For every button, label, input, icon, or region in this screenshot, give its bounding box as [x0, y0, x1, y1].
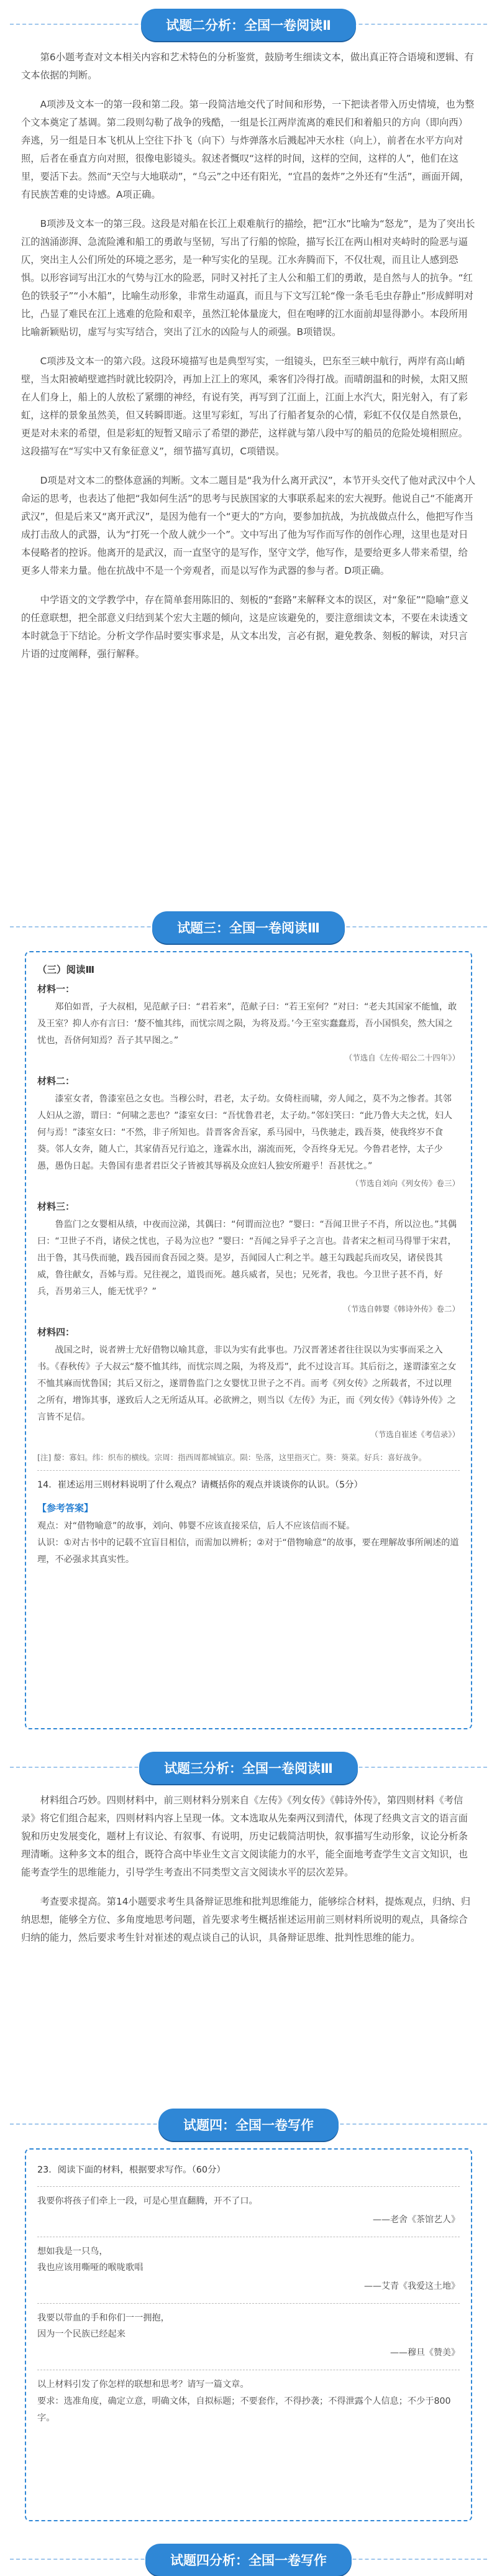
- writing-task: 以上材料引发了你怎样的联想和思考？请写一篇文章。: [37, 2380, 249, 2390]
- material-source: （节选自崔述《考信录》）: [370, 1430, 460, 1439]
- material-text: 郑伯如晋，子大叔相，见范献子曰：“君若来”，范献子曰：“若王室何？”对曰：“老夫其国家不能恤，敢及王室？抑人亦有言曰：‘嫠不恤其纬，而忧宗周之陨，为将及焉。’今王室实蠢蠢焉，吾小国惧矣，然大国之忧也，吾侪何知焉？吾子其早图之。”: [37, 1002, 457, 1046]
- answer-text: 认识：①对古书中的记载不宜盲目相信，而需加以辨析；②对于“借物喻意”的故事，要在理解故事所阐述的道理，不必强求其真实性。: [37, 1538, 459, 1565]
- material-text: 战国之时，说者辨士尤好借物以喻其意，非以为实有此事也。乃汉晋著述者往往误以为实事而采之入书。《春秋传》子大叔云“嫠不恤其纬，而忧宗周之陨，为将及焉”，此不过设言耳。其后衍之，遂谓漆室之女不恤其麻而忧鲁国；其后又衍之，遂谓鲁监门之女婴忧卫世子之不肖。而考《列女传》之所载者，不过以理之所有，增饰其事，遂致后人之无所适从耳。必欲辨之，则当以《左传》为正，而《列女传》《韩诗外传》之言皆不足信。: [37, 1345, 457, 1422]
- divider: [37, 2186, 460, 2187]
- reading-panel: [25, 951, 472, 1729]
- answer-text: 观点：对“借物喻意”的故事，刘向、韩婴不应该直接采信，后人不应该信而不疑。: [37, 1521, 355, 1531]
- quote-line: 我要以带血的手和你们一一拥抱，: [37, 2313, 170, 2323]
- paragraph: 第6小题考查对文本相关内容和艺术特色的分析鉴赏，鼓励考生细读文本，做出真正符合语境和逻辑、有文本依据的判断。: [21, 52, 474, 81]
- section-title: 试题三分析：全国一卷阅读Ⅲ: [139, 1752, 358, 1784]
- section-title: 试题四：全国一卷写作: [158, 2109, 339, 2141]
- material-label: 材料四：: [37, 1327, 75, 1338]
- writing-panel: [25, 2148, 472, 2521]
- section-title: 试题三：全国一卷阅读Ⅲ: [152, 911, 345, 944]
- writing-requirements: 要求：选准角度，确定立意，明确文体，自拟标题；不要套作，不得抄袭；不得泄露个人信息；不少于800字。: [37, 2396, 451, 2423]
- paragraph: C项涉及文本一的第六段。这段环境描写也是典型写实，一组镜头，巴东至三峡中航行，两岸有高山峭壁，当太阳被峭壁遮挡时就比较阴冷，再加上江上的寒风，乘客们冷得打战。而晴朗温和的时候，太阳又照在人们身上，船上的人放松了紧绷的神经，有说有笑，再写到了江面上，江面上水汽大，阳光射入，有了彩虹，这样的景象虽然美，但又转瞬即逝。这里写彩虹，写出了行船者复杂的心情，彩虹不仅仅是自然景色，更是对未来的希望，但是彩虹的短暂又暗示了希望的渺茫，这样就与第八段中写的船员的危险处境相照应。这段描写在“写实中又有象征意义”，细节描写真切，C项错误。: [21, 356, 468, 457]
- material-source: （节选自《左传·昭公二十四年》）: [344, 1053, 460, 1062]
- section-banner: [0, 2109, 497, 2141]
- divider: [37, 1470, 460, 1471]
- reading-heading: （三）阅读Ⅲ: [37, 964, 95, 975]
- material-source: （节选自韩婴《韩诗外传》卷二）: [343, 1304, 460, 1313]
- section-banner: [0, 2544, 497, 2576]
- question: 14．崔述运用三则材料说明了什么观点？请概括你的观点并谈谈你的认识。（5分）: [37, 1480, 363, 1490]
- paragraph: 考查要求提高。第14小题要求考生具备辩证思维和批判思维能力，能够综合材料，提炼观点，归纳、归纳思想，能够全方位、多角度地思考问题，首先要求考生概括崔述运用前三则材料所说明的观点，具备综合归纳的能力，然后要求考生针对崔述的观点谈自己的认识，具备辩证思维、批判性思维的能力。: [21, 1896, 471, 1943]
- material-source: （节选自刘向《列女传》卷三）: [350, 1179, 460, 1188]
- divider: [37, 2303, 460, 2304]
- quote-line: 我要你将孩子们牵上一段，可是心里直翻腾，开不了口。: [37, 2196, 258, 2206]
- quote-source: ——穆旦《赞美》: [390, 2348, 460, 2358]
- writing-question: 23．阅读下面的材料，根据要求写作。（60分）: [37, 2165, 226, 2175]
- section-title: 试题四分析：全国一卷写作: [145, 2544, 352, 2576]
- section-banner: [0, 1752, 497, 1784]
- material-label: 材料一：: [37, 983, 75, 995]
- material-text: 鲁监门之女婴相从绩，中夜而泣涕，其偶曰：“何谓而泣也？”婴曰：“吾闻卫世子不肖，所以泣也。”其偶曰：“卫世子不肖，诸侯之忧也，子曷为泣也？”婴曰：“吾闻之异乎子之言也。昔者宋之桓司马得罪于宋君，出于鲁，其马佚而驰，践吾园而食吾园之葵。是岁，吾闻园人亡利之半。越王勾践起兵而攻吴，诸侯畏其威，鲁往献女，吾姊与焉。兄往视之，道畏而死。越兵威者，吴也；兄死者，我也。今卫世子甚不肖，好兵，吾男弟三人，能无忧乎？”: [37, 1220, 457, 1297]
- material-text: 漆室女者，鲁漆室邑之女也。当穆公时，君老，太子幼。女倚柱而啸，旁人闻之，莫不为之惨者。其邻人妇从之游，谓曰：“何啸之悲也？”漆室女曰：“吾忧鲁君老，太子幼。”邻妇笑曰：“此乃鲁大夫之忧，妇人何与焉！”漆室女曰：“不然，非子所知也。昔晋客舍吾家，系马园中，马佚驰走，践吾葵，使我终岁不食葵。邻人女奔，随人亡，其家倩吾兄行追之，逢霖水出，溺流而死，令吾终身无兄。今鲁君老悖，太子少愚，愚伪日起。夫鲁国有患者君臣父子皆被其辱祸及众庶妇人独安所避乎！吾甚忧之。”: [37, 1094, 453, 1171]
- quote-line: 因为一个民族已经起来: [37, 2329, 125, 2339]
- material-label: 材料三：: [37, 1201, 75, 1212]
- quote-source: ——艾青《我爱这土地》: [364, 2281, 460, 2291]
- section-banner: [0, 9, 497, 41]
- analysis-section: [21, 1792, 476, 1958]
- annotation-note: [注] 嫠：寡妇。纬：织布的横线。宗周：指西周都城镐京。陨：坠落，这里指灭亡。葵：葵菜。好兵：喜好战争。: [37, 1453, 427, 1462]
- section-title: 试题二分析：全国一卷阅读Ⅱ: [141, 9, 356, 41]
- material-label: 材料二：: [37, 1075, 75, 1087]
- quote-source: ——老舍《茶馆艺人》: [373, 2215, 460, 2225]
- paragraph: B项涉及文本一的第三段。这段是对船在长江上艰难航行的描绘，把“江水”比喻为“怒龙”，是为了突出长江的汹涌澎湃、急流险滩和船工的勇敢与坚韧，写出了行船的惊险，描写长江在两山相对夹峙时的险恶与逼仄，突出主人公们所处的环境之恶劣，是一种写实化的呈现。江水奔腾而下，不仅壮观，而且让人感到恐惧。以形容词写出江水的气势与江水的险恶，同时又衬托了主人公和船工们的勇敢，是自然与人的抗争。“红色的铁驳子”“小木船”，比喻生动形象，非常生动逼真，而且与下文写江轮“像一条毛毛虫存静止”形成鲜明对比，凸显了难民在江上逃难的危险和艰辛，虽然江轮体量庞大，但在咆哮的江水面前却显得渺小。本段所用比喻新颖贴切，虚写与实写结合，突出了江水的凶险与人的顽强。B项错误。: [21, 218, 475, 338]
- paragraph: A项涉及文本一的第一段和第二段。第一段简洁地交代了时间和形势，一下把读者带入历史情境，也为整个文本奠定了基调。第二段则勾勒了战争的残酷，一组是长江两岸流离的难民们和着船只的方向（即向西）奔逃，另一组是日本飞机从上空往下扑飞（向下）与炸弹落水后溅起冲天水柱（向上），前者在水平方向对照，后者在垂直方向对照，很像电影镜头。叙述者慨叹“这样的时间，这样的空间，这样的人”，他们在这里，要活下去。然而“天空与大地联动”，“乌云”之中还有阳光，“宜昌的轰炸”之外还有“生活”，画面开阔，有民族苦难的史诗感。A项正确。: [21, 99, 475, 200]
- section-banner: [0, 911, 497, 944]
- quote-line: 想如我是一只鸟，: [37, 2247, 108, 2256]
- paragraph: 中学语文的文学教学中，存在简单套用陈旧的、刻板的“套路”来解释文本的误区，对“象征”“隐喻”意义的任意联想，把全部意义归结到某个宏大主题的倾向，这是应该避免的，要注意细读文本，不要在未读透文本时就急于下结论。分析文学作品时要实事求是，从文本出发，言必有据，避免教条、刻板的解读，对只言片语的过度阐释，强行解释。: [21, 594, 469, 660]
- paragraph: D项是对文本二的整体意涵的判断。文本二题目是“我为什么离开武汉”，本节开头交代了他对武汉中个人命运的思考，也表达了他把“我如何生活”的思考与民族国家的大事联系起来的宏大视野。他说自己“不能离开武汉”，但是后来又“离开武汉”，是因为他有一个“更大的”方向，要参加抗战，为抗战做点什么，他把写作当成打击敌人的武器，认为“打死一个敌人就少一个”。文中写出了他为写作而写作的创作心理，这里也是对日本侵略者的控诉。他离开的是武汉，而一直坚守的是写作，坚守文学，他写作，是要给更多人带来希望，给更多人带来力量。他在抗战中不是一个旁观者，而是以写作为武器的参与者。D项正确。: [21, 475, 476, 576]
- paragraph: 材料组合巧妙。四则材料中，前三则材料分别来自《左传》《列女传》《韩诗外传》，第四则材料《考信录》将它们组合起来，四则材料内容上呈现一体。文本选取从先秦两汉到清代，体现了经典文言文的语言面貌和历史发展变化，题材上有议论、有叙事、有说明，历史记载简洁明快，叙事描写生动形象，议论分析条理清晰。这种多文本的组合，既符合高中毕业生文言文阅读能力的水平，能全面地考查学生文言文知识，也能考查学生的思维能力，引导学生考查出不同类型文言文阅读水平的层次差异。: [21, 1795, 468, 1878]
- analysis-section: [21, 48, 476, 674]
- quote-line: 我也应该用嘶哑的喉咙歌唱: [37, 2263, 144, 2273]
- reference-answer-label: 【参考答案】: [37, 1502, 94, 1514]
